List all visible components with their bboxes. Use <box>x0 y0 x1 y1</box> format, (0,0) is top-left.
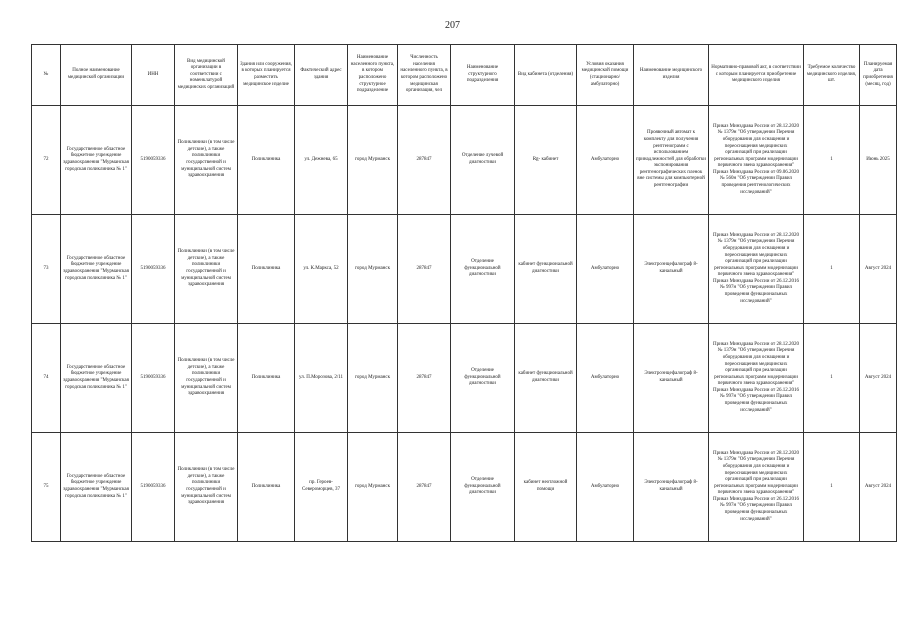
settlement-cell: город Мурманск <box>348 106 398 215</box>
header-cell: Вид медицинской организации в соответствии с номенклатурой медицинских организаций <box>175 45 238 106</box>
header-cell: Планируемая дата приобретения (месяц, год) <box>860 45 897 106</box>
device-cell: Электроэнцефалограф 8-канальный <box>634 433 709 542</box>
page-number: 207 <box>445 20 460 31</box>
date-cell: Август 2024 <box>860 433 897 542</box>
legal-act-cell: Приказ Минздрава России от 28.12.2020 № 1379н "Об утверждении Перечня оборудования для оснащения и переоснащения медицинских организаций при реализации региональных программ модернизации первичного звена здравоохранения" Приказ Минздрава России от 26.12.2016 № 997н "Об утверждении Правил проведения функциональных исследований" <box>709 433 804 542</box>
unit-cell: Отделение лучевой диагностики <box>451 106 515 215</box>
header-cell: Требуемое количество медицинского изделия, шт. <box>804 45 860 106</box>
table-row <box>32 433 897 542</box>
population-cell: 287847 <box>398 106 451 215</box>
header-cell: Полное наименование медицинской организации <box>61 45 132 106</box>
population-cell: 287847 <box>398 324 451 433</box>
room-cell: кабинет функциональной диагностики <box>515 324 577 433</box>
conditions-cell: Амбулаторно <box>577 433 634 542</box>
header-cell: ИНН <box>132 45 175 106</box>
org-type-cell: Поликлиники (в том числе детские), а также поликлиники государственной и муниципальной систем здравоохранения <box>175 324 238 433</box>
table-header-row <box>32 45 897 106</box>
building-cell: Поликлиника <box>238 215 295 324</box>
inn-cell: 5190059336 <box>132 106 175 215</box>
address-cell: ул. К.Маркса, 52 <box>295 215 348 324</box>
org-name-cell: Государственное областное бюджетное учреждение здравоохранения "Мурманская городская поликлиника № 1" <box>61 215 132 324</box>
equipment-table <box>31 44 897 542</box>
settlement-cell: город Мурманск <box>348 215 398 324</box>
settlement-cell: город Мурманск <box>348 433 398 542</box>
date-cell: Июнь 2025 <box>860 106 897 215</box>
table-row <box>32 106 897 215</box>
header-cell: Вид кабинета (отделения) <box>515 45 577 106</box>
header-cell: Здания или сооружения, в которых планируется разместить медицинское изделие <box>238 45 295 106</box>
header-cell: № <box>32 45 61 106</box>
population-cell: 287847 <box>398 433 451 542</box>
quantity-cell: 1 <box>804 106 860 215</box>
header-cell: Фактический адрес здания <box>295 45 348 106</box>
header-cell: Условия оказания медицинской помощи (стационарно/амбулаторно) <box>577 45 634 106</box>
legal-act-cell: Приказ Минздрава России от 28.12.2020 № 1379н "Об утверждении Перечня оборудования для оснащения и переоснащения медицинских организаций при реализации региональных программ модернизации первичного звена здравоохранения" Приказ Минздрава России от 26.12.2016 № 997н "Об утверждении Правил проведения функциональных исследований" <box>709 324 804 433</box>
legal-act-cell: Приказ Минздрава России от 28.12.2020 № 1379н "Об утверждении Перечня оборудования для оснащения и переоснащения медицинских организаций при реализации региональных программ модернизации первичного звена здравоохранения" Приказ Минздрава России от 09.06.2020 № 560н "Об утверждении Правил проведения рентгенологических исследований" <box>709 106 804 215</box>
header-cell: Наименование населенного пункта, в котором расположено структурное подразделение <box>348 45 398 106</box>
room-cell: кабинет функциональной диагностики <box>515 215 577 324</box>
conditions-cell: Амбулаторно <box>577 324 634 433</box>
quantity-cell: 1 <box>804 433 860 542</box>
header-cell: Наименование структурного подразделения <box>451 45 515 106</box>
org-name-cell: Государственное областное бюджетное учреждение здравоохранения "Мурманская городская поликлиника № 1" <box>61 324 132 433</box>
date-cell: Август 2024 <box>860 324 897 433</box>
header-cell: Численность населения населенного пункта, в котором расположено медицинская организация, чел <box>398 45 451 106</box>
inn-cell: 5190059336 <box>132 215 175 324</box>
row-number-cell: 73 <box>32 215 61 324</box>
header-cell: Наименование медицинского изделия <box>634 45 709 106</box>
conditions-cell: Амбулаторно <box>577 215 634 324</box>
unit-cell: Отделение функциональной диагностики <box>451 433 515 542</box>
org-name-cell: Государственное областное бюджетное учреждение здравоохранения "Мурманская городская поликлиника № 1" <box>61 106 132 215</box>
building-cell: Поликлиника <box>238 433 295 542</box>
unit-cell: Отделение функциональной диагностики <box>451 215 515 324</box>
building-cell: Поликлиника <box>238 106 295 215</box>
address-cell: пр. Героев-Североморцев, 37 <box>295 433 348 542</box>
row-number-cell: 75 <box>32 433 61 542</box>
room-cell: кабинет неотложной помощи <box>515 433 577 542</box>
conditions-cell: Амбулаторно <box>577 106 634 215</box>
date-cell: Август 2024 <box>860 215 897 324</box>
row-number-cell: 72 <box>32 106 61 215</box>
settlement-cell: город Мурманск <box>348 324 398 433</box>
address-cell: ул. Дежнева, 65 <box>295 106 348 215</box>
table-row <box>32 324 897 433</box>
unit-cell: Отделение функциональной диагностики <box>451 324 515 433</box>
row-number-cell: 74 <box>32 324 61 433</box>
table-row <box>32 215 897 324</box>
quantity-cell: 1 <box>804 324 860 433</box>
device-cell: Электроэнцефалограф 8-канальный <box>634 215 709 324</box>
device-cell: Электроэнцефалограф 8-канальный <box>634 324 709 433</box>
population-cell: 287847 <box>398 215 451 324</box>
header-cell: Нормативно-правовой акт, в соответствии с которым планируется приобретение медицинского изделия <box>709 45 804 106</box>
org-type-cell: Поликлиники (в том числе детские), а также поликлиники государственной и муниципальной систем здравоохранения <box>175 106 238 215</box>
inn-cell: 5190059336 <box>132 433 175 542</box>
legal-act-cell: Приказ Минздрава России от 28.12.2020 № 1379н "Об утверждении Перечня оборудования для оснащения и переоснащения медицинских организаций при реализации региональных программ модернизации первичного звена здравоохранения" Приказ Минздрава России от 26.12.2016 № 997н "Об утверждении Правил проведения функциональных исследований" <box>709 215 804 324</box>
org-name-cell: Государственное областное бюджетное учреждение здравоохранения "Мурманская городская поликлиника № 1" <box>61 433 132 542</box>
address-cell: ул. П.Морозова, 2/11 <box>295 324 348 433</box>
building-cell: Поликлиника <box>238 324 295 433</box>
device-cell: Проявочный автомат к комплекту для получения рентгенограмм с использованием принадлежностей для обработки экспонирования рентгенографических пленок вне системы для компьютерной рентгенографии <box>634 106 709 215</box>
org-type-cell: Поликлиники (в том числе детские), а также поликлиники государственной и муниципальной систем здравоохранения <box>175 433 238 542</box>
inn-cell: 5190059336 <box>132 324 175 433</box>
room-cell: Rg- кабинет <box>515 106 577 215</box>
quantity-cell: 1 <box>804 215 860 324</box>
org-type-cell: Поликлиники (в том числе детские), а также поликлиники государственной и муниципальной систем здравоохранения <box>175 215 238 324</box>
